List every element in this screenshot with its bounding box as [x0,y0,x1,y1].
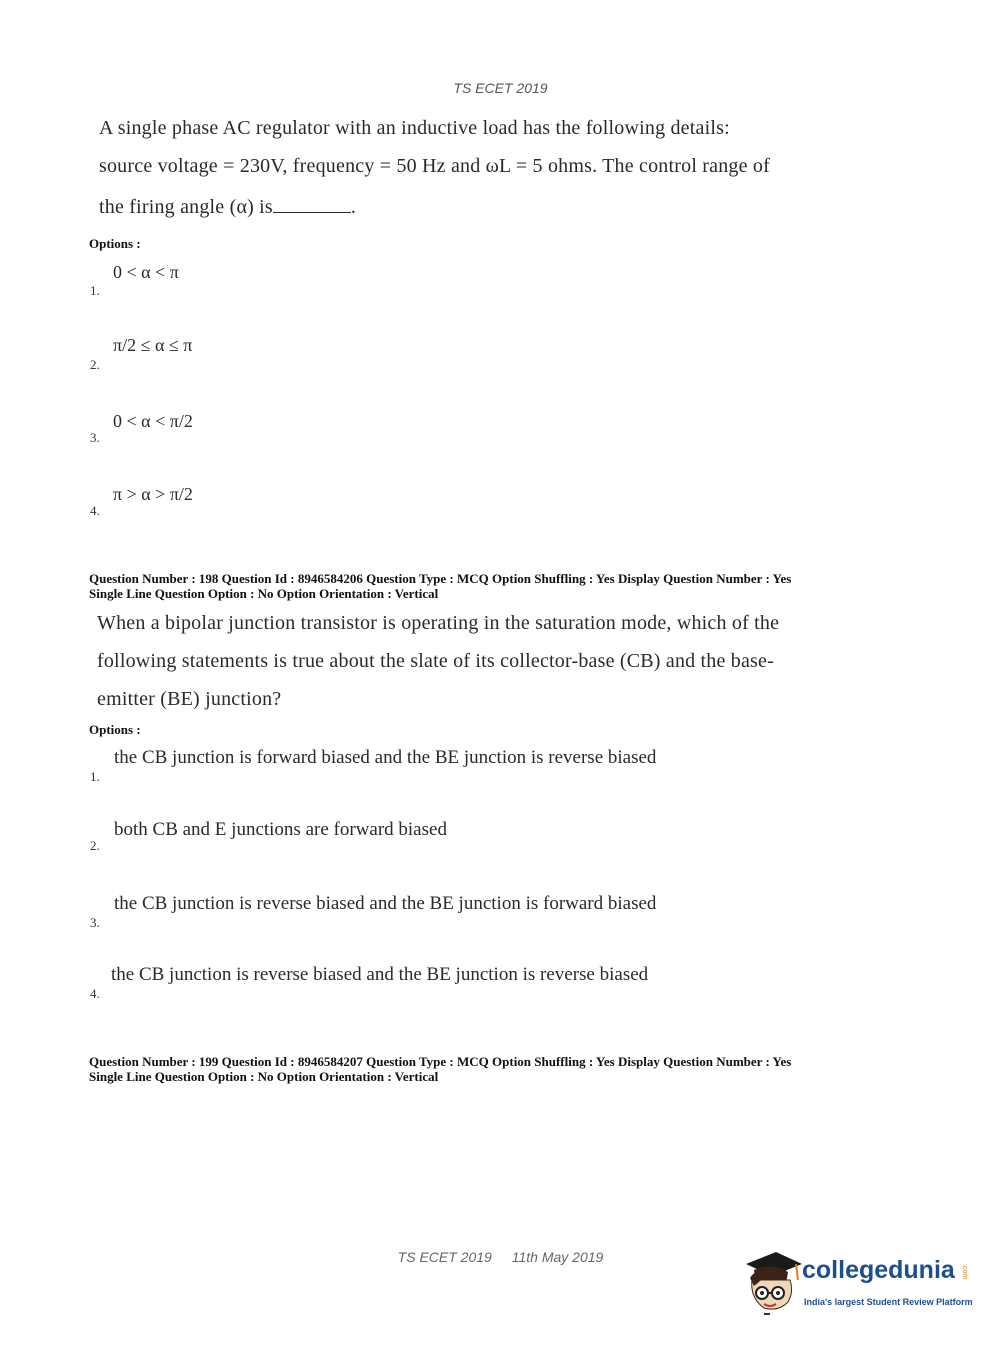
logo-tagline: India's largest Student Review Platform [804,1297,973,1307]
q198-option-4-text: the CB junction is reverse biased and the BE junction is reverse biased [111,964,649,985]
q198-meta-line-2: Single Line Question Option : No Option Orientation : Vertical [89,586,439,601]
q198-option-2-text: both CB and E junctions are forward biased [114,819,447,840]
q198-option-1-number: 1. [90,769,100,784]
q197-option-3-number: 3. [90,430,100,445]
question-198-line-3: emitter (BE) junction? [97,688,282,710]
q198-option-1-text: the CB junction is forward biased and the BE junction is reverse biased [114,747,657,768]
options-label: Options : [89,722,141,737]
question-197-line-1: A single phase AC regulator with an inductive load has the following details: [99,117,730,139]
logo-suffix: .com [961,1264,968,1280]
q198-option-2-number: 2. [90,838,100,853]
logo-name: collegedunia [802,1256,955,1284]
q198-option-3-number: 3. [90,915,100,930]
options-label: Options : [89,236,141,251]
q199-meta-line-2: Single Line Question Option : No Option Orientation : Vertical [89,1069,439,1084]
q197-option-1-number: 1. [90,283,100,298]
q197-option-4-text: π > α > π/2 [113,484,193,504]
q199-meta-line-1: Question Number : 199 Question Id : 8946584207 Question Type : MCQ Option Shuffling : Yes Display Question Number : Yes [89,1054,792,1069]
question-197-line-3-text: the firing angle (α) is [99,196,273,218]
q197-option-2-number: 2. [90,357,100,372]
q198-option-4-number: 4. [90,986,100,1001]
footer-exam: TS ECET 2019 [397,1249,492,1265]
blank-end: . [350,196,357,218]
collegedunia-logo [742,1250,972,1318]
mascot-icon [742,1250,802,1318]
q197-option-1-text: 0 < α < π [113,262,179,282]
q198-option-3-text: the CB junction is reverse biased and the BE junction is forward biased [114,893,657,914]
q197-option-4-number: 4. [90,503,100,518]
question-198-line-1: When a bipolar junction transistor is operating in the saturation mode, which of the [97,612,780,634]
page-header: TS ECET 2019 [453,80,548,96]
answer-blank [273,194,351,213]
question-197-line-2: source voltage = 230V, frequency = 50 Hz and ωL = 5 ohms. The control range of [99,155,770,177]
footer-date: 11th May 2019 [511,1249,604,1265]
question-198-line-2: following statements is true about the slate of its collector-base (CB) and the base- [97,650,774,672]
question-197-line-3 [99,194,356,219]
q198-meta-line-1: Question Number : 198 Question Id : 8946584206 Question Type : MCQ Option Shuffling : Yes Display Question Number : Yes [89,571,792,586]
q197-option-3-text: 0 < α < π/2 [113,411,193,431]
q197-option-2-text: π/2 ≤ α ≤ π [113,335,193,355]
